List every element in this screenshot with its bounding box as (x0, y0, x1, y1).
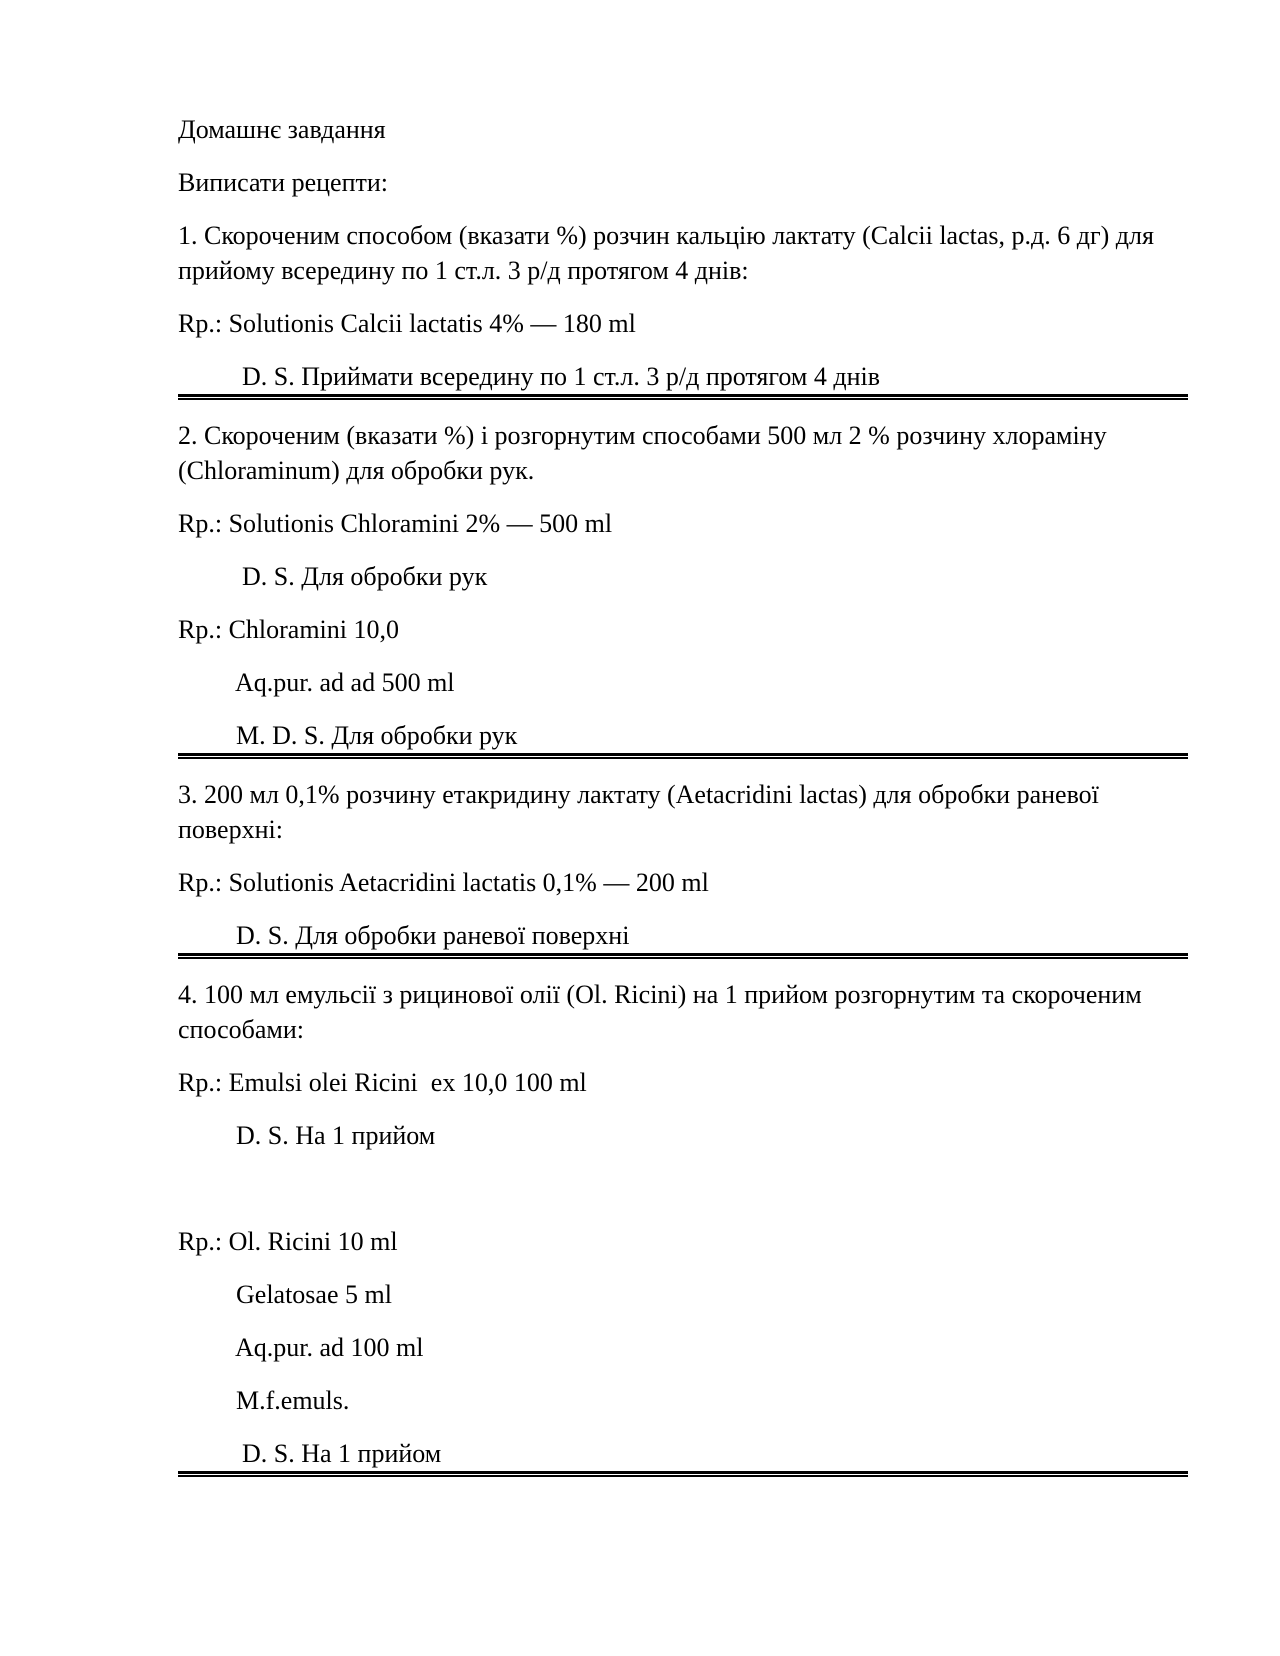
double-rule-divider (178, 1471, 1188, 1477)
document-body (178, 112, 1188, 1495)
document-title: Домашнє завдання (178, 115, 386, 144)
task-4-aq: Aq.pur. ad 100 ml (235, 1333, 424, 1362)
task-4-ds-full: D. S. На 1 прийом (242, 1439, 442, 1468)
blank-line (178, 1171, 1188, 1206)
task-1-ds: D. S. Приймати всередину по 1 ст.л. 3 р/д протягом 4 днів (242, 362, 880, 391)
double-rule-divider (178, 753, 1188, 759)
task-4-ds-short: D. S. На 1 прийом (236, 1121, 436, 1150)
task-3-ds: D. S. Для обробки раневої поверхні (236, 921, 630, 950)
double-rule-divider (178, 394, 1188, 400)
task-2-text: 2. Скороченим (вказати %) і розгорнутим способами 500 мл 2 % розчину хлораміну (Chloraminum) для обробки рук. (178, 421, 1114, 485)
task-2-mds: M. D. S. Для обробки рук (236, 721, 518, 750)
task-2-aq: Aq.pur. ad ad 500 ml (235, 668, 455, 697)
task-4-gelatosae: Gelatosae 5 ml (236, 1280, 392, 1309)
task-1-rp: Rp.: Solutionis Calcii lactatis 4% — 180 ml (178, 309, 636, 338)
task-2-rp-short: Rp.: Solutionis Chloramini 2% — 500 ml (178, 509, 613, 538)
task-2-ds-short: D. S. Для обробки рук (242, 562, 488, 591)
task-4-mf: M.f.emuls. (236, 1386, 350, 1415)
task-2-rp-full: Rp.: Chloramini 10,0 (178, 615, 399, 644)
task-4-rp-short: Rp.: Emulsi olei Ricini ex 10,0 100 ml (178, 1068, 587, 1097)
task-1-text: 1. Скороченим способом (вказати %) розчин кальцію лактату (Calcii lactas, р.д. 6 дг) для прийому всередину по 1 ст.л. 3 р/д протягом 4 днів: (178, 221, 1161, 285)
intro-text: Виписати рецепти: (178, 168, 388, 197)
task-4-rp-full: Rp.: Ol. Ricini 10 ml (178, 1227, 398, 1256)
task-3-text: 3. 200 мл 0,1% розчину етакридину лактату (Aetacridini lactas) для обробки раневої поверхні: (178, 780, 1106, 844)
task-3-rp: Rp.: Solutionis Aetacridini lactatis 0,1% — 200 ml (178, 868, 709, 897)
double-rule-divider (178, 953, 1188, 959)
task-4-text: 4. 100 мл емульсії з рицинової олії (Ol. Ricini) на 1 прийом розгорнутим та скороченим способами: (178, 980, 1149, 1044)
